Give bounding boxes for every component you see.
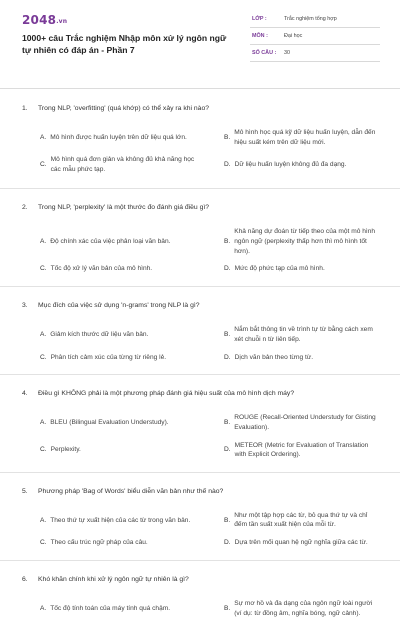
option-text: Như một tập hợp các từ, bỏ qua thứ tự và chỉ đếm tần suất xuất hiện của mỗi từ. — [234, 511, 368, 529]
question-item — [0, 104, 400, 178]
option-text: Độ chính xác của việc phân loại văn bản. — [50, 237, 171, 245]
question-text — [22, 301, 380, 311]
question-text — [22, 389, 380, 399]
question-item — [0, 203, 400, 278]
option-c[interactable] — [20, 260, 196, 278]
option-text: Mô hình học quá kỹ dữ liệu huấn luyện, dẫn đến hiệu suất kém trên dữ liệu mới. — [234, 129, 376, 146]
option-text: Khả năng dự đoán từ tiếp theo của một mô hình ngôn ngữ (perplexity thấp hơn thì mô hình tốt hơn). — [234, 228, 376, 255]
option-b[interactable] — [204, 595, 380, 622]
option-letter: A. — [40, 133, 47, 141]
option-text: Mô hình quá đơn giản và không đủ khả năng học các mẫu phức tạp. — [50, 156, 195, 173]
option-letter: D. — [224, 160, 231, 168]
option-letter: C. — [40, 265, 47, 273]
option-letter: C. — [40, 446, 47, 454]
site-logo[interactable] — [22, 13, 67, 27]
option-letter: D. — [224, 539, 231, 547]
option-text: Theo cấu trúc ngữ pháp của câu. — [50, 539, 148, 547]
option-letter: D. — [224, 353, 231, 361]
header-divider — [0, 88, 400, 89]
option-a[interactable] — [20, 595, 196, 622]
meta-label: MÔN : — [252, 33, 268, 39]
option-letter: A. — [40, 237, 47, 245]
meta-row-class — [250, 14, 380, 28]
option-text: Dựa trên mối quan hệ ngữ nghĩa giữa các từ. — [234, 539, 368, 547]
question-text — [22, 203, 380, 213]
document-header — [0, 0, 400, 66]
question-divider — [0, 188, 400, 189]
question-text — [22, 575, 380, 585]
option-text: Theo thứ tự xuất hiện của các từ trong văn bản. — [50, 516, 191, 524]
meta-value: Đại học — [284, 33, 303, 39]
option-a[interactable] — [20, 124, 196, 151]
option-d[interactable] — [204, 534, 380, 552]
meta-value: 30 — [284, 50, 290, 56]
document-meta — [250, 14, 380, 65]
option-letter: B. — [224, 419, 231, 427]
question-number: 1. — [22, 105, 28, 112]
question-item — [0, 301, 400, 366]
meta-label: LỚP : — [252, 16, 267, 22]
option-letter: C. — [40, 539, 47, 547]
option-text: BLEU (Bilingual Evaluation Understudy). — [50, 419, 169, 427]
option-letter: C. — [40, 353, 47, 361]
option-grid — [20, 223, 380, 278]
option-b[interactable] — [204, 223, 380, 260]
question-number: 6. — [22, 575, 28, 583]
question-body: Phương pháp 'Bag of Words' biểu diễn văn bản như thế nào? — [38, 487, 224, 495]
option-letter: B. — [224, 330, 231, 338]
option-d[interactable] — [204, 348, 380, 366]
question-body: Mục đích của việc sử dụng 'n-grams' trong NLP là gì? — [38, 302, 200, 310]
option-b[interactable] — [204, 409, 380, 436]
question-body: Trong NLP, 'perplexity' là một thước đo đánh giá điều gì? — [38, 204, 210, 212]
option-letter: D. — [224, 446, 231, 454]
option-grid — [20, 409, 380, 463]
option-text: Tốc độ xử lý văn bản của mô hình. — [50, 265, 153, 273]
option-letter: B. — [224, 133, 231, 141]
question-number: 3. — [22, 302, 28, 310]
option-b[interactable] — [204, 321, 380, 348]
option-text: Perplexity. — [50, 446, 81, 454]
option-a[interactable] — [20, 409, 196, 436]
option-letter: A. — [40, 516, 47, 524]
option-grid — [20, 507, 380, 552]
question-body: Khó khăn chính khi xử lý ngôn ngữ tự nhiên là gì? — [38, 575, 189, 583]
option-text: Phân tích cảm xúc của từng từ riêng lẻ. — [50, 353, 167, 361]
option-text: ROUGE (Recall-Oriented Understudy for Gisting Evaluation). — [234, 414, 376, 431]
question-number: 4. — [22, 390, 28, 398]
option-letter: A. — [40, 419, 47, 427]
question-item — [0, 389, 400, 463]
option-grid — [20, 321, 380, 366]
option-text: Nắm bắt thông tin về trình tự từ bằng cách xem xét chuỗi n từ liên tiếp. — [234, 326, 373, 343]
question-item — [0, 487, 400, 552]
option-text: Tốc độ tính toán của máy tính quá chậm. — [50, 604, 171, 612]
option-d[interactable] — [204, 437, 380, 464]
option-grid — [20, 595, 380, 622]
option-grid — [20, 124, 380, 178]
option-b[interactable] — [204, 124, 380, 151]
option-letter: A. — [40, 604, 47, 612]
question-divider — [0, 374, 400, 375]
document-title: 1000+ câu Trắc nghiệm Nhập môn xử lý ngôn ngữ tự nhiên có đáp án - Phần 7 — [22, 33, 227, 55]
question-number: 5. — [22, 487, 28, 495]
option-letter: B. — [224, 516, 231, 524]
option-d[interactable] — [204, 151, 380, 178]
question-text — [22, 487, 380, 497]
logo-main: 2048 — [22, 13, 57, 27]
option-text: Mô hình được huấn luyện trên dữ liệu quá lớn. — [50, 133, 187, 141]
option-a[interactable] — [20, 321, 196, 348]
meta-label: SỐ CÂU : — [252, 50, 277, 56]
option-text: METEOR (Metric for Evaluation of Translation with Explicit Ordering). — [234, 441, 369, 459]
option-letter: D. — [224, 265, 231, 273]
option-letter: A. — [40, 330, 47, 338]
question-body: Điều gì KHÔNG phải là một phương pháp đánh giá hiệu suất của mô hình dịch máy? — [38, 390, 295, 398]
option-letter: B. — [224, 237, 231, 245]
option-c[interactable] — [20, 534, 196, 552]
option-c[interactable] — [20, 348, 196, 366]
option-c[interactable] — [20, 437, 196, 464]
question-text — [22, 104, 380, 114]
question-body: Trong NLP, 'overfitting' (quá khớp) có thể xảy ra khi nào? — [38, 105, 210, 112]
question-list — [0, 104, 400, 622]
option-d[interactable] — [204, 260, 380, 278]
question-item — [0, 575, 400, 622]
option-letter: C. — [40, 160, 47, 168]
option-a[interactable] — [20, 223, 196, 260]
option-text: Giảm kích thước dữ liệu văn bản. — [50, 330, 149, 338]
meta-value: Trắc nghiệm tổng hợp — [284, 16, 337, 22]
meta-row-subject — [250, 31, 380, 45]
option-text: Dịch văn bản theo từng từ. — [234, 353, 314, 361]
option-b[interactable] — [204, 507, 380, 534]
meta-row-count — [250, 48, 380, 62]
question-divider — [0, 286, 400, 287]
question-number: 2. — [22, 204, 28, 212]
option-a[interactable] — [20, 507, 196, 534]
option-c[interactable] — [20, 151, 196, 178]
option-text: Sự mơ hồ và đa dạng của ngôn ngữ loài người (ví dụ: từ đồng âm, nghĩa bóng, ngữ cảnh). — [234, 599, 373, 617]
question-divider — [0, 472, 400, 473]
option-letter: B. — [224, 604, 231, 612]
question-divider — [0, 560, 400, 561]
option-text: Dữ liệu huấn luyện không đủ đa dạng. — [234, 160, 347, 168]
logo-suffix: .vn — [56, 18, 68, 25]
option-text: Mức độ phức tạp của mô hình. — [234, 265, 325, 273]
